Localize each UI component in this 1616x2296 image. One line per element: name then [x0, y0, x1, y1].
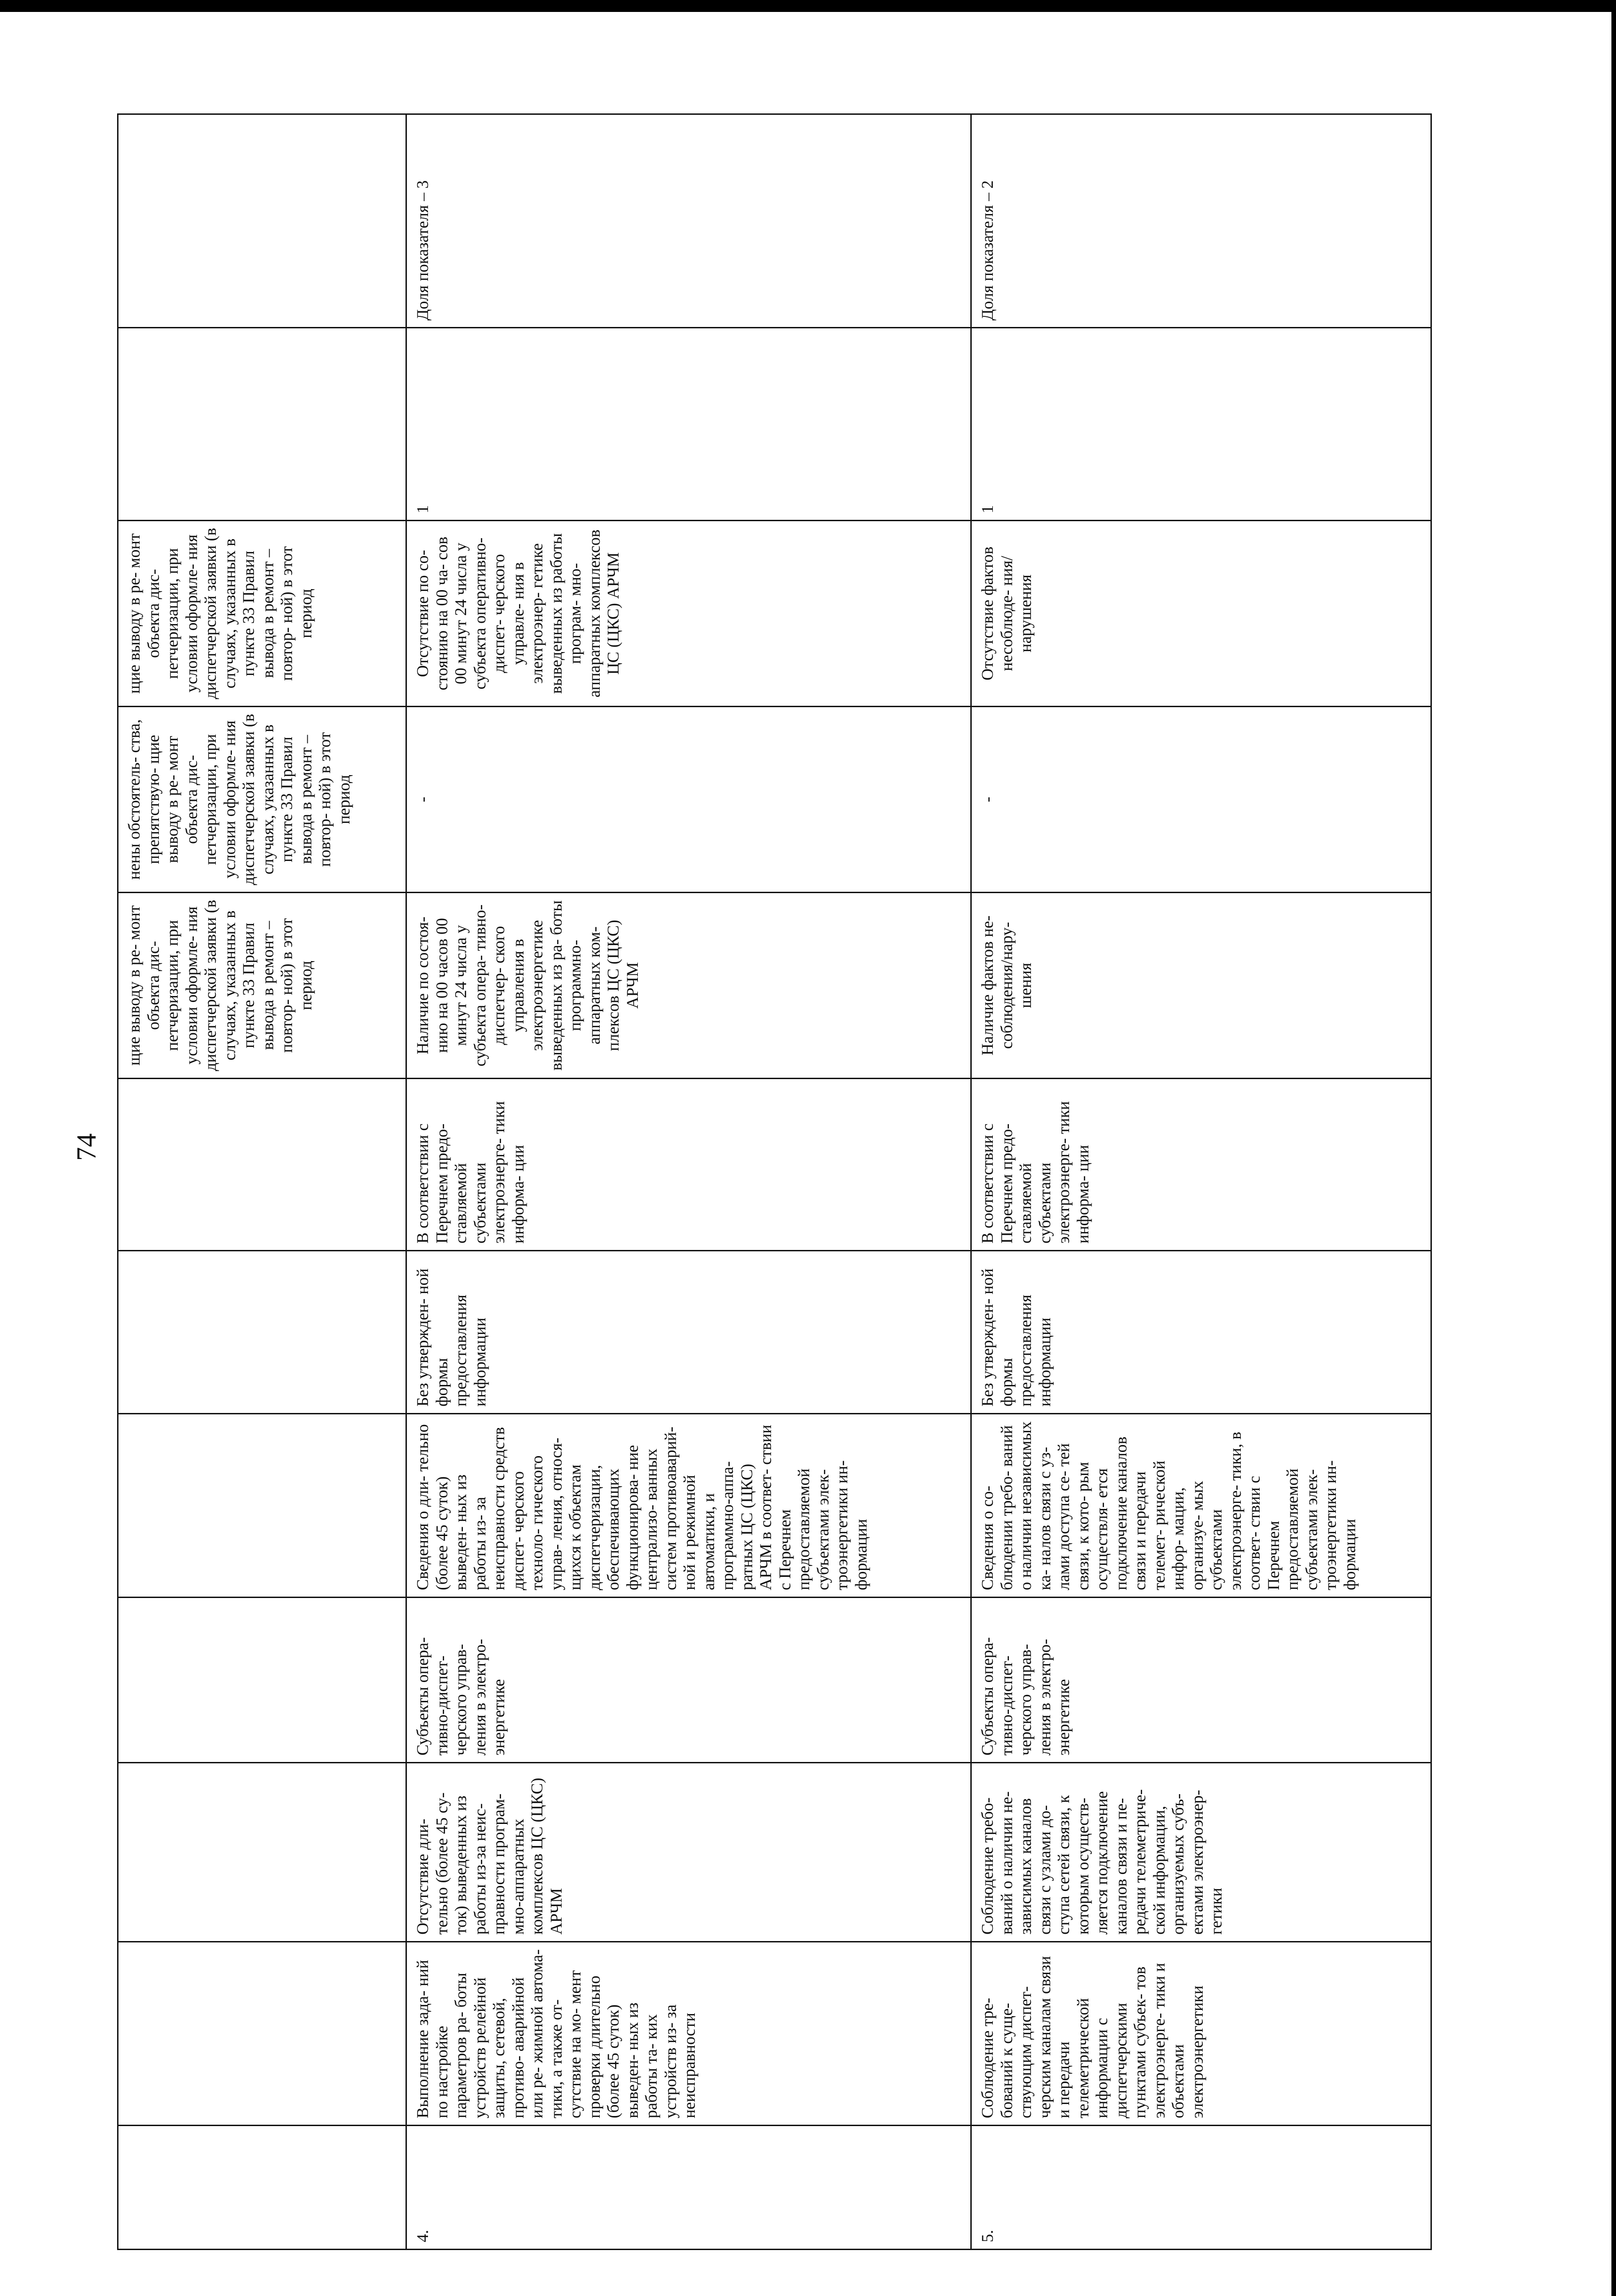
- information-cell: Сведения о дли- тельно (более 45 суток) выведен- ных из работы из- за неисправности средств диспет- черского техноло- гического управ- ления, относя- щихся к объектам диспетчеризации, обеспечивающих функционирова- ние централизо- ванных систем противоаварий- ной и режимной автоматики, и программно-аппа- ратных ЦС (ЦКС) АРЧМ в соответ- ствии с Перечнем предоставляемой субъектами элек- троэнергетики ин- формации: [406, 1414, 971, 1598]
- row-number: 5.: [971, 2126, 1431, 2250]
- requirement-cell: Соблюдение тре- бований к суще- ствующим диспет- черским каналам связи и передачи телеметрической информации с диспетчерскими пунктами субъек- тов электроэнерге- тики и объектами электроэнергетики: [971, 1942, 1431, 2126]
- criterion-cell: Соблюдение требо- ваний о наличии не- зависимых каналов связи с узлами до- ступа сетей связи, к которым осуществ- ляется подключение каналов связи и пе- редачи телеметриче- ской информации, организуемых субъ- ектами электроэнер- гетики: [971, 1763, 1431, 1942]
- cont-cell-8: щие выводу в ре- монт объекта дис- петчеризации, при условии оформле- ния диспетчерской заявки (в случаях, указанных в пункте 33 Правил вывода в ремонт – повтор- ной) в этот период: [118, 893, 406, 1079]
- condition-cell: Наличие фактов не- соблюдения/нару- шения: [971, 893, 1431, 1079]
- subject-cell: Субъекты опера- тивно-диспет- черского управ- ления в электро- энергетике: [406, 1598, 971, 1763]
- scan-top-border: [0, 0, 1616, 12]
- page-number: 74: [71, 1133, 101, 1161]
- dash-cell: -: [971, 707, 1431, 893]
- cont-cell-9: нены обстоятель- ства, препятствую- щие выводу в ре- монт объекта дис- петчеризации, при условии оформле- ния диспетчерской заявки (в случаях, указанных в пункте 33 Правил вывода в ремонт – повтор- ной) в этот период: [118, 707, 406, 893]
- value-cell: 1: [406, 328, 971, 521]
- criterion-cell: Отсутствие дли- тельно (более 45 су- ток) выведенных из работы из-за неис- правности програм- мно-аппаратных комплексов ЦС (ЦКС) АРЧМ: [406, 1763, 971, 1942]
- form-cell: Без утвержден- ной формы предоставления информации: [406, 1251, 971, 1414]
- subject-cell: Субъекты опера- тивно-диспет- черского управ- ления в электро- энергетике: [971, 1598, 1431, 1763]
- cont-cell-11: [118, 328, 406, 521]
- table-row: [406, 114, 971, 2250]
- table-row: [971, 114, 1431, 2250]
- form-cell: Без утвержден- ной формы предоставления информации: [971, 1251, 1431, 1414]
- requirement-cell: Выполнение зада- ний по настройке параметров ра- боты устройств релейной защиты, сетевой, противо- аварийной или ре- жимной автома- тики, а также от- сутствие на мо- мент проверки длительно (более 45 суток) выведен- ных из работы та- ких устройств из- за неисправности: [406, 1942, 971, 2126]
- cont-cell-7: [118, 1079, 406, 1251]
- weight-cell: Доля показателя – 2: [971, 114, 1431, 328]
- dash-cell: -: [406, 707, 971, 893]
- cont-cell-3: [118, 1763, 406, 1942]
- cont-cell-4: [118, 1598, 406, 1763]
- cont-cell-num: [118, 2126, 406, 2250]
- cont-cell-10: щие выводу в ре- монт объекта дис- петчеризации, при условии оформле- ния диспетчерской заявки (в случаях, указанных в пункте 33 Правил вывода в ремонт – повтор- ной) в этот период: [118, 521, 406, 707]
- rotated-table-container: [117, 115, 1430, 2250]
- value-cell: 1: [971, 328, 1431, 521]
- condition-cell: Наличие по состоя- нию на 00 часов 00 минут 24 числа у субъекта опера- тивно-диспетчер- ского управления в электроэнергетике выведенных из ра- боты программно- аппаратных ком- плексов ЦС (ЦКС) АРЧМ: [406, 893, 971, 1079]
- weight-cell: Доля показателя – 3: [406, 114, 971, 328]
- cont-cell-2: [118, 1942, 406, 2126]
- information-cell: Сведения о со- блюдении требо- ваний о наличии независимых ка- налов связи с уз- лами доступа се- тей связи, к кото- рым осуществля- ется подключение каналов связи и передачи телемет- рической инфор- мации, организуе- мых субъектами электроэнерге- тики, в соответ- ствии с Перечнем предоставляемой субъектами элек- троэнергетики ин- формации: [971, 1414, 1431, 1598]
- scan-right-border: [1611, 0, 1616, 2296]
- absence-cell: Отсутствие фактов несоблюде- ния/нарушения: [971, 521, 1431, 707]
- absence-cell: Отсутствие по со- стоянию на 00 ча- сов 00 минут 24 числа у субъекта оперативно-диспет- черского управле- ния в электроэнер- гетике выведенных из работы програм- мно-аппаратных комплексов ЦС (ЦКС) АРЧМ: [406, 521, 971, 707]
- indicators-table: [117, 113, 1432, 2250]
- cont-cell-6: [118, 1251, 406, 1414]
- source-cell: В соответствии с Перечнем предо- ставляемой субъектами электроэнерге- тики информа- ции: [406, 1079, 971, 1251]
- cont-cell-5: [118, 1414, 406, 1598]
- source-cell: В соответствии с Перечнем предо- ставляемой субъектами электроэнерге- тики информа- ции: [971, 1079, 1431, 1251]
- cont-cell-12: [118, 114, 406, 328]
- continuation-row: [118, 114, 406, 2250]
- row-number: 4.: [406, 2126, 971, 2250]
